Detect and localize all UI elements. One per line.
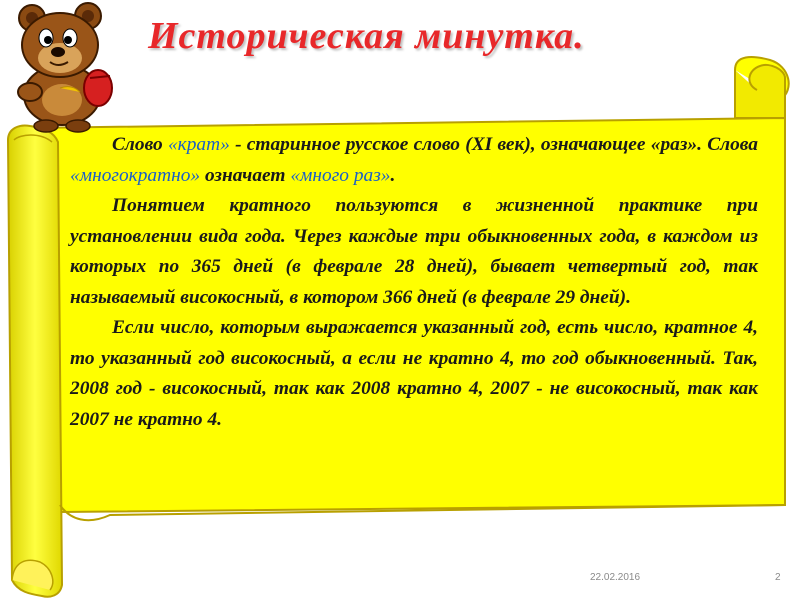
paragraph-leap-year-rule: Если число, которым выражается указанный год, есть число, кратное 4, то указанный год високосный, а если не кратно 4, то год обыкновенный. Так, 2008 год - високосный, так как 2008 кратно 4, 2007 - не високосный, так как 2007 не кратно 4. xyxy=(70,317,758,430)
slide-title: Историческая минутка. xyxy=(148,15,585,57)
text-run: означает xyxy=(200,164,291,186)
paragraph-leap-year-intro: Понятием кратного пользуются в жизненной практике при установлении вида года. Через каждые три обыкновенных года, в каждом из которых по 365 дней (в феврале 28 дней), бывает четвертый год, так называемый високосный, в котором 366 дней (в феврале 29 дней). xyxy=(70,195,758,308)
paragraph-krat xyxy=(70,130,758,191)
text-run: . xyxy=(390,164,396,186)
text-run: - старинное русское слово (XI век), означающее «раз». Слова xyxy=(229,134,759,155)
highlight-mnogo-raz: «много раз» xyxy=(290,164,391,186)
bear-mascot-icon xyxy=(10,0,125,135)
slide-number: 2 xyxy=(775,572,781,583)
text-run: Слово xyxy=(112,134,168,155)
slide-body xyxy=(70,130,758,435)
highlight-mnogokratno: «многократно» xyxy=(70,164,201,186)
highlight-krat: «крат» xyxy=(167,134,230,155)
footer-date: 22.02.2016 xyxy=(590,572,641,583)
